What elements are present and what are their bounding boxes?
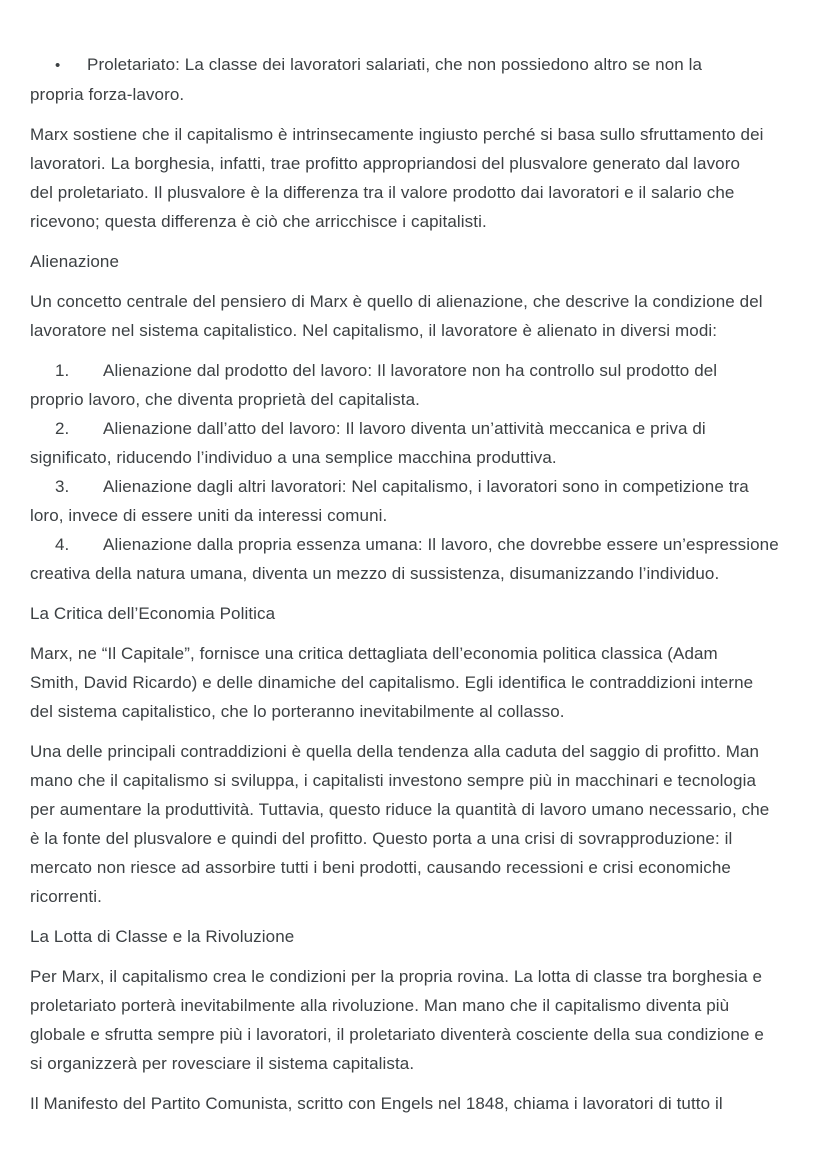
- section-heading: [30, 599, 800, 628]
- paragraph: [30, 639, 800, 726]
- text-line: [30, 472, 800, 501]
- numbered-list-item: [30, 356, 800, 414]
- list-item-text: Alienazione dall’atto del lavoro: Il lavoro diventa un’attività meccanica e priva di: [103, 419, 706, 438]
- paragraph: [30, 962, 800, 1078]
- text-line: La Critica dell’Economia Politica: [30, 604, 276, 623]
- bullet-list-item: [30, 50, 800, 109]
- paragraph: [30, 287, 800, 345]
- bullet-marker: •: [55, 57, 61, 74]
- text-line: [30, 530, 800, 559]
- text-line: significato, riducendo l’individuo a una semplice macchina produttiva.: [30, 448, 557, 467]
- text-line: si organizzerà per rovesciare il sistema capitalista.: [30, 1054, 415, 1073]
- list-item-text: Proletariato: La classe dei lavoratori salariati, che non possiedono altro se non la: [87, 55, 703, 74]
- text-line: [30, 356, 800, 385]
- text-line: Per Marx, il capitalismo crea le condizioni per la propria rovina. La lotta di classe tra borghesia e: [30, 967, 763, 986]
- text-line: del proletariato. Il plusvalore è la differenza tra il valore prodotto dai lavoratori e il salario che: [30, 183, 735, 202]
- text-line: proprio lavoro, che diventa proprietà del capitalista.: [30, 390, 421, 409]
- text-line: loro, invece di essere uniti da interessi comuni.: [30, 506, 388, 525]
- text-line: Il Manifesto del Partito Comunista, scritto con Engels nel 1848, chiama i lavoratori di tutto il: [30, 1094, 723, 1113]
- list-number-marker: 4.: [55, 535, 70, 554]
- text-line: lavoratore nel sistema capitalistico. Nel capitalismo, il lavoratore è alienato in diversi modi:: [30, 321, 718, 340]
- document-content: [30, 50, 800, 1118]
- paragraph: [30, 1089, 800, 1118]
- paragraph: [30, 120, 800, 236]
- text-line: Un concetto centrale del pensiero di Marx è quello di alienazione, che descrive la condizione del: [30, 292, 763, 311]
- text-line: ricorrenti.: [30, 887, 102, 906]
- text-line: Una delle principali contraddizioni è quella della tendenza alla caduta del saggio di profitto. Man: [30, 742, 760, 761]
- text-line: proletariato porterà inevitabilmente alla rivoluzione. Man mano che il capitalismo diventa più: [30, 996, 730, 1015]
- numbered-list-item: [30, 414, 800, 472]
- text-line: La Lotta di Classe e la Rivoluzione: [30, 927, 295, 946]
- text-line: è la fonte del plusvalore e quindi del profitto. Questo porta a una crisi di sovrapproduzione: il: [30, 829, 733, 848]
- list-item-text: Alienazione dalla propria essenza umana: Il lavoro, che dovrebbe essere un’espressione: [103, 535, 779, 554]
- text-line: ricevono; questa differenza è ciò che arricchisce i capitalisti.: [30, 212, 487, 231]
- list-number-marker: 1.: [55, 361, 70, 380]
- numbered-list-item: [30, 530, 800, 588]
- section-heading: [30, 922, 800, 951]
- text-line: del sistema capitalistico, che lo porteranno inevitabilmente al collasso.: [30, 702, 565, 721]
- list-item-text: Alienazione dal prodotto del lavoro: Il lavoratore non ha controllo sul prodotto del: [103, 361, 718, 380]
- text-line: propria forza-lavoro.: [30, 85, 185, 104]
- text-line: [30, 414, 800, 443]
- section-heading: [30, 247, 800, 276]
- text-line: lavoratori. La borghesia, infatti, trae profitto appropriandosi del plusvalore generato dal lavoro: [30, 154, 741, 173]
- text-line: mano che il capitalismo si sviluppa, i capitalisti investono sempre più in macchinari e tecnologia: [30, 771, 757, 790]
- text-line: creativa della natura umana, diventa un mezzo di sussistenza, disumanizzando l’individuo.: [30, 564, 720, 583]
- text-line: globale e sfrutta sempre più i lavoratori, il proletariato diventerà cosciente della sua condizione e: [30, 1025, 764, 1044]
- text-line: Alienazione: [30, 252, 119, 271]
- list-number-marker: 2.: [55, 419, 70, 438]
- paragraph: [30, 737, 800, 911]
- list-number-marker: 3.: [55, 477, 70, 496]
- text-line: per aumentare la produttività. Tuttavia, questo riduce la quantità di lavoro umano necessario, che: [30, 800, 770, 819]
- text-line: Marx sostiene che il capitalismo è intrinsecamente ingiusto perché si basa sullo sfruttamento dei: [30, 125, 764, 144]
- text-line: Smith, David Ricardo) e delle dinamiche del capitalismo. Egli identifica le contraddizioni interne: [30, 673, 754, 692]
- text-line: [30, 50, 800, 80]
- list-item-text: Alienazione dagli altri lavoratori: Nel capitalismo, i lavoratori sono in competizione tra: [103, 477, 749, 496]
- text-line: Marx, ne “Il Capitale”, fornisce una critica dettagliata dell’economia politica classica (Adam: [30, 644, 718, 663]
- text-line: mercato non riesce ad assorbire tutti i beni prodotti, causando recessioni e crisi economiche: [30, 858, 731, 877]
- numbered-list-item: [30, 472, 800, 530]
